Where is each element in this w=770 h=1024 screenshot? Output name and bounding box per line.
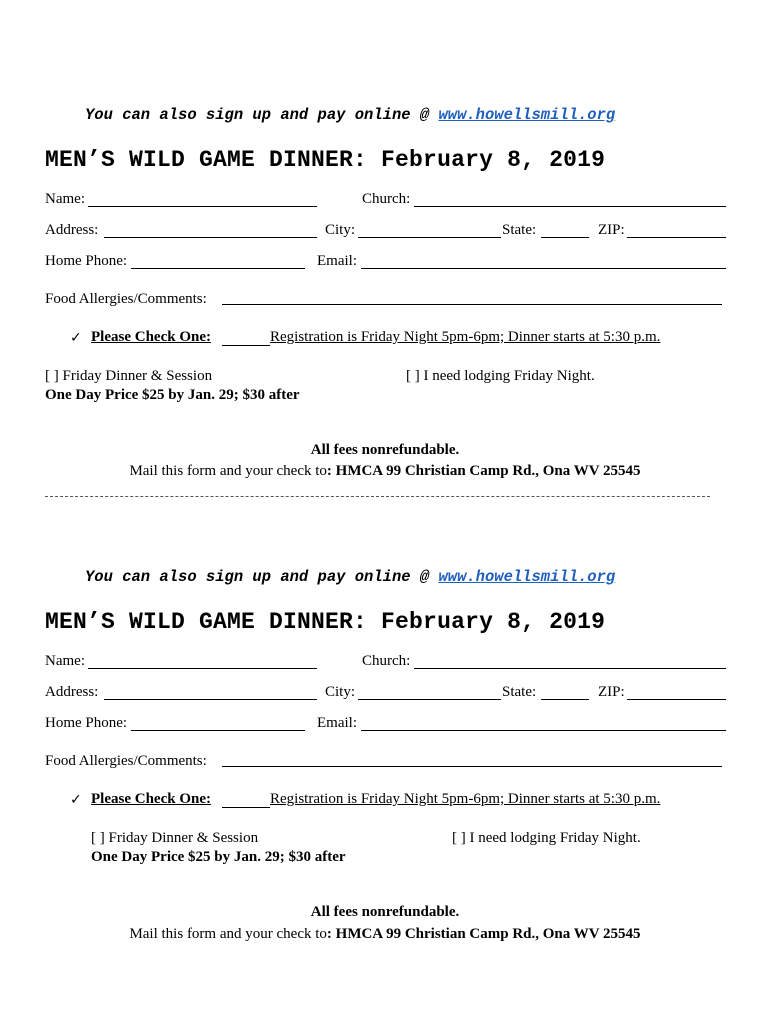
checkmark-icon: ✓ [70,330,82,346]
food-allergies-label: Food Allergies/Comments: [45,291,207,307]
home-phone-label: Home Phone: [45,253,128,269]
name-field[interactable] [88,206,317,207]
zip-label: ZIP: [598,684,625,700]
food-allergies-label: Food Allergies/Comments: [45,753,207,769]
city-label: City: [325,684,356,700]
email-label: Email: [317,715,357,731]
city-field[interactable] [358,237,501,238]
state-label: State: [502,684,537,700]
checkmark-icon: ✓ [70,792,82,808]
church-label: Church: [362,191,411,207]
form-title: MEN’S WILD GAME DINNER: February 8, 2019 [45,609,606,635]
state-label: State: [502,222,537,238]
online-signup-text: You can also sign up and pay online @ www.howellsmill.org [85,106,616,124]
zip-field[interactable] [627,699,726,700]
cut-line-divider [45,496,710,497]
email-label: Email: [317,253,357,269]
please-check-one-label: Please Check One: [91,329,211,345]
please-check-one-label: Please Check One: [91,791,211,807]
fees-text: All fees nonrefundable. [310,904,460,920]
name-label: Name: [45,653,85,669]
option-friday-dinner[interactable]: [ ] Friday Dinner & Session [91,830,259,846]
mail-instructions: Mail this form and your check to: HMCA 99 Christian Camp Rd., Ona WV 25545 [129,463,641,479]
email-field[interactable] [361,730,726,731]
home-phone-label: Home Phone: [45,715,128,731]
check-one-underline [222,345,270,346]
price-text: One Day Price $25 by Jan. 29; $30 after [91,849,346,865]
name-label: Name: [45,191,85,207]
address-field[interactable] [104,699,317,700]
address-label: Address: [45,222,99,238]
church-label: Church: [362,653,411,669]
price-text: One Day Price $25 by Jan. 29; $30 after [45,387,300,403]
home-phone-field[interactable] [131,730,305,731]
zip-field[interactable] [627,237,726,238]
fees-text: All fees nonrefundable. [310,442,460,458]
mail-address: : HMCA 99 Christian Camp Rd., Ona WV 25545 [326,463,641,479]
food-allergies-field[interactable] [222,304,722,305]
online-signup-text: You can also sign up and pay online @ www.howellsmill.org [85,568,616,586]
church-field[interactable] [414,668,726,669]
state-field[interactable] [541,237,589,238]
website-link[interactable]: www.howellsmill.org [438,106,616,124]
state-field[interactable] [541,699,589,700]
email-field[interactable] [361,268,726,269]
name-field[interactable] [88,668,317,669]
option-lodging[interactable]: [ ] I need lodging Friday Night. [406,368,595,384]
website-link[interactable]: www.howellsmill.org [438,568,616,586]
city-label: City: [325,222,356,238]
form-title: MEN’S WILD GAME DINNER: February 8, 2019 [45,147,606,173]
home-phone-field[interactable] [131,268,305,269]
option-friday-dinner[interactable]: [ ] Friday Dinner & Session [45,368,213,384]
mail-address: : HMCA 99 Christian Camp Rd., Ona WV 25545 [326,926,641,942]
option-lodging[interactable]: [ ] I need lodging Friday Night. [452,830,641,846]
address-field[interactable] [104,237,317,238]
address-label: Address: [45,684,99,700]
registration-info: Registration is Friday Night 5pm-6pm; Dinner starts at 5:30 p.m. [270,329,661,345]
check-one-underline [222,807,270,808]
city-field[interactable] [358,699,501,700]
food-allergies-field[interactable] [222,766,722,767]
church-field[interactable] [414,206,726,207]
mail-instructions: Mail this form and your check to: HMCA 99 Christian Camp Rd., Ona WV 25545 [129,926,641,942]
registration-info: Registration is Friday Night 5pm-6pm; Dinner starts at 5:30 p.m. [270,791,661,807]
zip-label: ZIP: [598,222,625,238]
